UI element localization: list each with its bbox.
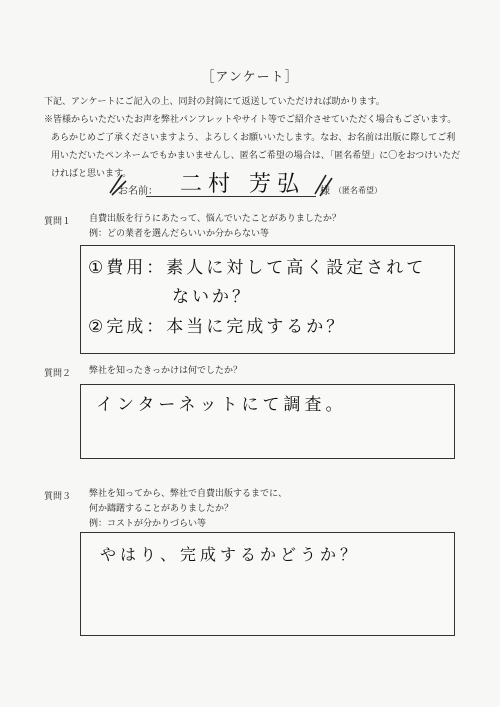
question-3-text — [89, 487, 287, 532]
page-title: ［アンケート］ — [201, 70, 299, 85]
name-label: お名前： — [118, 186, 158, 197]
honorific: 様 — [320, 186, 330, 197]
strike-mark — [108, 171, 128, 197]
question-3-example: 例：コストが分かりづらい等 — [89, 519, 207, 529]
question-2-text: 弊社を知ったきっかけは何でしたか？ — [89, 366, 243, 376]
question-3-label: 質問３ — [44, 492, 72, 502]
answer-2-text: インターネットにて調査。 — [96, 395, 347, 415]
question-2-label: 質問２ — [44, 369, 72, 379]
question-1-text — [89, 212, 341, 242]
question-1-label: 質問１ — [44, 217, 72, 227]
answer-1-line-1: ①費用：素人に対して高く設定されて — [88, 258, 427, 278]
intro-line-1: 下記、アンケートにご記入の上、同封の封筒にて返送していただければ助かります。 — [44, 97, 385, 107]
intro-line-4: 用いただいたペンネームでもかまいませんし、匿名ご希望の場合は、「匿名希望」に〇をおつけいただ — [51, 151, 461, 161]
answer-1-line-3: ②完成：本当に完成するか？ — [88, 317, 347, 337]
question-1-example: 例：どの業者を選んだらいいか分からない等 — [89, 229, 270, 239]
intro-line-2: ※皆様からいただいたお声を弊社パンフレットやサイト等でご紹介させていただく場合もございます。 — [44, 115, 457, 125]
answer-1-line-2: ないか？ — [172, 287, 252, 307]
anonymous-option: （匿名希望） — [334, 186, 382, 195]
answer-3-text: やはり、完成するかどうか？ — [100, 545, 361, 564]
intro-line-5: ければと思います。 — [51, 169, 132, 179]
question-3-prompt-2: 何か躊躇することがありましたか？ — [89, 504, 234, 514]
question-1-prompt: 自費出版を行うにあたって、悩んでいたことがありましたか？ — [89, 214, 341, 224]
intro-line-3: あらかじめご了承くださいますよう、よろしくお願いいたします。なお、お名前は出版に際してご利 — [51, 133, 456, 143]
name-underline — [146, 196, 316, 197]
question-3-prompt: 弊社を知ってから、弊社で自費出版するまでに、 — [89, 489, 288, 499]
name-value: 二村 芳弘 — [180, 172, 305, 197]
